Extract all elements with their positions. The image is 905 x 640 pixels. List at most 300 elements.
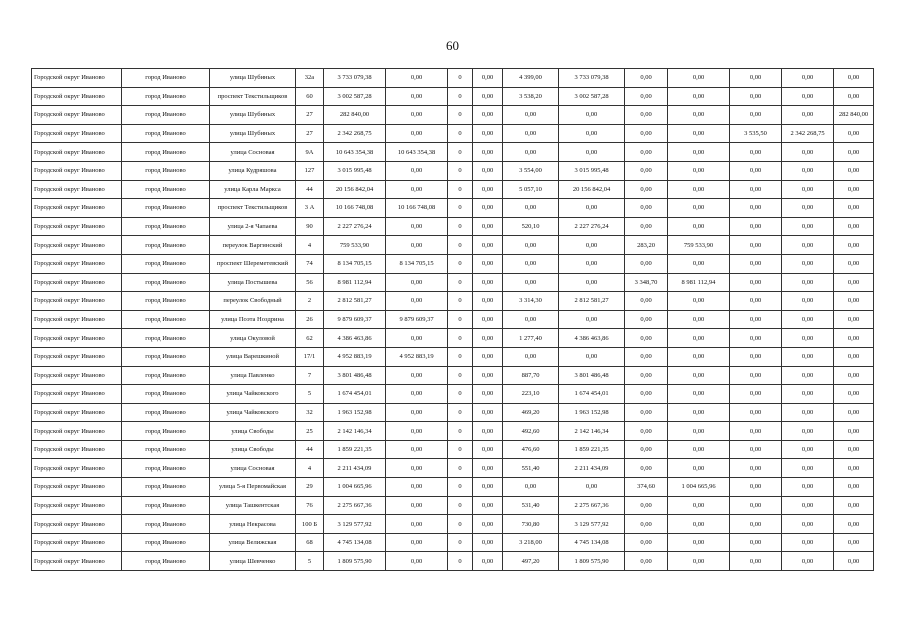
table-cell: город Иваново xyxy=(122,217,210,236)
table-cell: 0 xyxy=(448,273,473,292)
table-cell: 0,00 xyxy=(834,124,874,143)
table-cell: 0,00 xyxy=(782,199,834,218)
table-cell: улица Поэта Ноздрина xyxy=(210,310,296,329)
table-cell: город Иваново xyxy=(122,533,210,552)
table-cell: 0,00 xyxy=(730,459,782,478)
table-cell: 0,00 xyxy=(386,161,448,180)
table-cell: 0,00 xyxy=(473,459,503,478)
table-cell: 9 879 609,37 xyxy=(324,310,386,329)
table-cell: 0,00 xyxy=(730,329,782,348)
table-cell: 0 xyxy=(448,143,473,162)
table-cell: 0,00 xyxy=(834,459,874,478)
table-cell: 0,00 xyxy=(834,366,874,385)
table-cell: 3 538,20 xyxy=(503,87,559,106)
table-cell: 2 211 434,09 xyxy=(559,459,625,478)
table-cell: Городской округ Иваново xyxy=(32,292,122,311)
table-cell: улица Постышева xyxy=(210,273,296,292)
table-cell: 0,00 xyxy=(503,143,559,162)
table-cell: 0,00 xyxy=(782,422,834,441)
table-cell: 0,00 xyxy=(730,515,782,534)
table-cell: Городской округ Иваново xyxy=(32,329,122,348)
table-cell: 0,00 xyxy=(668,292,730,311)
table-cell: 0,00 xyxy=(503,478,559,497)
table-cell: 0,00 xyxy=(473,347,503,366)
table-cell: 0,00 xyxy=(386,478,448,497)
table-cell: 0,00 xyxy=(503,236,559,255)
table-cell: 0,00 xyxy=(730,106,782,125)
table-cell: 4 745 134,08 xyxy=(559,533,625,552)
table-row xyxy=(32,310,874,329)
table-cell: улица Шевченко xyxy=(210,552,296,571)
table-cell: 0,00 xyxy=(834,310,874,329)
table-cell: 0,00 xyxy=(625,180,668,199)
table-cell: переулок Свободный xyxy=(210,292,296,311)
table-cell: 1 963 152,98 xyxy=(324,403,386,422)
table-cell: 0,00 xyxy=(559,478,625,497)
table-cell: 0,00 xyxy=(834,347,874,366)
table-cell: 0,00 xyxy=(386,180,448,199)
table-cell: 0 xyxy=(448,478,473,497)
table-cell: 0,00 xyxy=(386,236,448,255)
table-cell: 0,00 xyxy=(668,69,730,88)
table-cell: 0 xyxy=(448,422,473,441)
table-cell: улица Свободы xyxy=(210,422,296,441)
table-cell: Городской округ Иваново xyxy=(32,87,122,106)
table-cell: 0,00 xyxy=(834,180,874,199)
table-cell: 0,00 xyxy=(668,329,730,348)
table-cell: 1 004 665,96 xyxy=(324,478,386,497)
table-row xyxy=(32,403,874,422)
table-cell: 76 xyxy=(296,496,324,515)
table-cell: 0,00 xyxy=(834,273,874,292)
table-cell: 0,00 xyxy=(730,385,782,404)
table-cell: 0,00 xyxy=(668,422,730,441)
table-cell: 0,00 xyxy=(559,310,625,329)
table-cell: 0 xyxy=(448,106,473,125)
table-cell: 0,00 xyxy=(668,459,730,478)
table-cell: 3 733 079,38 xyxy=(324,69,386,88)
table-cell: 0,00 xyxy=(386,533,448,552)
table-cell: 0,00 xyxy=(473,161,503,180)
table-cell: 0,00 xyxy=(473,422,503,441)
table-cell: город Иваново xyxy=(122,552,210,571)
table-cell: 0,00 xyxy=(386,273,448,292)
table-cell: 730,80 xyxy=(503,515,559,534)
table-cell: 44 xyxy=(296,440,324,459)
data-table xyxy=(31,68,874,571)
table-cell: улица Варешкиной xyxy=(210,347,296,366)
table-cell: 0,00 xyxy=(473,143,503,162)
table-cell: 2 227 276,24 xyxy=(324,217,386,236)
table-cell: город Иваново xyxy=(122,161,210,180)
table-cell: 0,00 xyxy=(668,106,730,125)
table-cell: 0,00 xyxy=(668,403,730,422)
table-cell: 0,00 xyxy=(559,106,625,125)
table-cell: Городской округ Иваново xyxy=(32,385,122,404)
table-cell: 0,00 xyxy=(625,552,668,571)
table-cell: 0,00 xyxy=(782,459,834,478)
table-cell: 0,00 xyxy=(782,69,834,88)
table-cell: 0,00 xyxy=(668,217,730,236)
table-cell: 0,00 xyxy=(625,329,668,348)
table-cell: 5 xyxy=(296,552,324,571)
table-cell: 0,00 xyxy=(625,87,668,106)
table-cell: 0,00 xyxy=(386,552,448,571)
table-cell: 223,10 xyxy=(503,385,559,404)
table-cell: улица Чайковского xyxy=(210,385,296,404)
table-cell: 0,00 xyxy=(473,69,503,88)
table-cell: 1 277,40 xyxy=(503,329,559,348)
table-cell: 374,60 xyxy=(625,478,668,497)
table-row xyxy=(32,478,874,497)
table-cell: 0,00 xyxy=(503,310,559,329)
table-cell: 0,00 xyxy=(625,69,668,88)
table-cell: 0,00 xyxy=(386,422,448,441)
table-cell: 0 xyxy=(448,217,473,236)
table-cell: 2 227 276,24 xyxy=(559,217,625,236)
table-cell: 0,00 xyxy=(782,347,834,366)
table-cell: 10 166 748,08 xyxy=(386,199,448,218)
table-cell: 0,00 xyxy=(473,366,503,385)
table-cell: Городской округ Иваново xyxy=(32,459,122,478)
table-cell: улица Шубиных xyxy=(210,106,296,125)
table-cell: 282 840,00 xyxy=(324,106,386,125)
table-cell: 0,00 xyxy=(730,440,782,459)
table-cell: 25 xyxy=(296,422,324,441)
table-cell: 0,00 xyxy=(473,87,503,106)
table-row xyxy=(32,329,874,348)
table-cell: проспект Текстильщиков xyxy=(210,87,296,106)
table-cell: 0 xyxy=(448,496,473,515)
table-cell: 1 674 454,01 xyxy=(324,385,386,404)
table-cell: 283,20 xyxy=(625,236,668,255)
table-cell: 0,00 xyxy=(625,347,668,366)
table-cell: 0,00 xyxy=(834,533,874,552)
table-cell: 3 015 995,48 xyxy=(559,161,625,180)
table-cell: 4 745 134,08 xyxy=(324,533,386,552)
table-cell: 0,00 xyxy=(386,403,448,422)
table-cell: 0 xyxy=(448,552,473,571)
table-cell: 0,00 xyxy=(473,496,503,515)
table-cell: 0,00 xyxy=(386,366,448,385)
table-cell: 0,00 xyxy=(730,496,782,515)
table-cell: 20 156 842,04 xyxy=(559,180,625,199)
table-cell: 0,00 xyxy=(625,459,668,478)
table-cell: улица 2-я Чапаева xyxy=(210,217,296,236)
table-cell: 0 xyxy=(448,403,473,422)
table-cell: улица Шубиных xyxy=(210,124,296,143)
table-cell: 0,00 xyxy=(834,403,874,422)
table-cell: 90 xyxy=(296,217,324,236)
table-row xyxy=(32,273,874,292)
table-cell: 0,00 xyxy=(730,273,782,292)
table-cell: 0,00 xyxy=(473,292,503,311)
table-cell: Городской округ Иваново xyxy=(32,217,122,236)
table-row xyxy=(32,496,874,515)
table-cell: 759 533,90 xyxy=(324,236,386,255)
table-cell: 0,00 xyxy=(473,273,503,292)
table-cell: город Иваново xyxy=(122,347,210,366)
table-row xyxy=(32,199,874,218)
table-cell: Городской округ Иваново xyxy=(32,273,122,292)
table-cell: улица Окуловой xyxy=(210,329,296,348)
table-cell: 0 xyxy=(448,515,473,534)
table-cell: 0,00 xyxy=(386,440,448,459)
table-cell: город Иваново xyxy=(122,366,210,385)
table-cell: 68 xyxy=(296,533,324,552)
table-cell: 127 xyxy=(296,161,324,180)
table-cell: город Иваново xyxy=(122,180,210,199)
table-cell: 0,00 xyxy=(625,254,668,273)
table-cell: 0 xyxy=(448,440,473,459)
table-cell: город Иваново xyxy=(122,87,210,106)
table-cell: 0 xyxy=(448,254,473,273)
table-cell: 0,00 xyxy=(782,161,834,180)
table-cell: 0,00 xyxy=(625,217,668,236)
table-cell: 0,00 xyxy=(834,217,874,236)
table-cell: 100 Б xyxy=(296,515,324,534)
table-cell: 0,00 xyxy=(834,236,874,255)
table-cell: улица Свободы xyxy=(210,440,296,459)
table-cell: 0,00 xyxy=(503,254,559,273)
table-cell: 0,00 xyxy=(782,180,834,199)
table-cell: 0,00 xyxy=(730,478,782,497)
table-cell: 0,00 xyxy=(503,106,559,125)
table-cell: Городской округ Иваново xyxy=(32,552,122,571)
table-cell: 0,00 xyxy=(668,552,730,571)
table-cell: 0,00 xyxy=(386,515,448,534)
table-cell: 0,00 xyxy=(473,440,503,459)
table-cell: 0,00 xyxy=(559,143,625,162)
table-cell: 0,00 xyxy=(730,552,782,571)
table-cell: город Иваново xyxy=(122,478,210,497)
table-cell: 282 840,00 xyxy=(834,106,874,125)
table-row xyxy=(32,254,874,273)
table-cell: Городской округ Иваново xyxy=(32,124,122,143)
table-cell: улица Сосновая xyxy=(210,459,296,478)
table-cell: 0,00 xyxy=(782,552,834,571)
table-cell: 0,00 xyxy=(730,292,782,311)
table-cell: 476,60 xyxy=(503,440,559,459)
table-cell: 0,00 xyxy=(386,385,448,404)
table-cell: 0,00 xyxy=(782,385,834,404)
table-row xyxy=(32,422,874,441)
table-row xyxy=(32,180,874,199)
table-cell: 44 xyxy=(296,180,324,199)
table-cell: 0,00 xyxy=(503,273,559,292)
table-cell: 20 156 842,04 xyxy=(324,180,386,199)
table-row xyxy=(32,87,874,106)
table-cell: город Иваново xyxy=(122,329,210,348)
table-cell: 0,00 xyxy=(730,161,782,180)
table-cell: 4 xyxy=(296,236,324,255)
table-cell: 0,00 xyxy=(834,292,874,311)
table-cell: 0,00 xyxy=(782,329,834,348)
table-row xyxy=(32,217,874,236)
table-cell: переулок Варгинский xyxy=(210,236,296,255)
table-cell: 0,00 xyxy=(668,515,730,534)
table-cell: 8 981 112,94 xyxy=(324,273,386,292)
table-cell: 0,00 xyxy=(503,199,559,218)
table-cell: 497,20 xyxy=(503,552,559,571)
table-cell: 0,00 xyxy=(834,254,874,273)
table-cell: 0,00 xyxy=(730,199,782,218)
table-cell: 0,00 xyxy=(730,254,782,273)
table-row xyxy=(32,292,874,311)
table-cell: 0,00 xyxy=(625,366,668,385)
table-cell: 0,00 xyxy=(473,533,503,552)
table-cell: 0,00 xyxy=(782,310,834,329)
table-cell: 0,00 xyxy=(668,161,730,180)
table-cell: 759 533,90 xyxy=(668,236,730,255)
table-row xyxy=(32,515,874,534)
table-cell: 0,00 xyxy=(559,124,625,143)
table-cell: 5 057,10 xyxy=(503,180,559,199)
table-cell: город Иваново xyxy=(122,496,210,515)
table-cell: 3 348,70 xyxy=(625,273,668,292)
table-cell: 0,00 xyxy=(473,180,503,199)
table-cell: Городской округ Иваново xyxy=(32,347,122,366)
table-cell: 0,00 xyxy=(834,143,874,162)
table-cell: 0,00 xyxy=(668,254,730,273)
table-cell: 0,00 xyxy=(782,236,834,255)
table-cell: 0,00 xyxy=(834,199,874,218)
table-cell: 1 674 454,01 xyxy=(559,385,625,404)
table-cell: 520,10 xyxy=(503,217,559,236)
table-cell: 0,00 xyxy=(834,422,874,441)
table-cell: 0,00 xyxy=(668,143,730,162)
table-cell: 62 xyxy=(296,329,324,348)
table-cell: Городской округ Иваново xyxy=(32,533,122,552)
table-cell: 0 xyxy=(448,366,473,385)
table-row xyxy=(32,366,874,385)
table-cell: 0 xyxy=(448,124,473,143)
table-cell: 0,00 xyxy=(730,87,782,106)
table-cell: 27 xyxy=(296,106,324,125)
table-cell: 0,00 xyxy=(625,310,668,329)
table-cell: Городской округ Иваново xyxy=(32,496,122,515)
table-row xyxy=(32,143,874,162)
table-cell: 0 xyxy=(448,180,473,199)
table-cell: 0,00 xyxy=(473,199,503,218)
table-cell: 0,00 xyxy=(668,496,730,515)
table-cell: 0,00 xyxy=(730,366,782,385)
table-cell: 8 134 705,15 xyxy=(324,254,386,273)
table-cell: 3 733 079,38 xyxy=(559,69,625,88)
table-row xyxy=(32,236,874,255)
table-cell: 0,00 xyxy=(782,366,834,385)
table-cell: улица Чайковского xyxy=(210,403,296,422)
table-body xyxy=(32,69,874,571)
table-cell: 3 801 486,48 xyxy=(559,366,625,385)
table-cell: Городской округ Иваново xyxy=(32,199,122,218)
table-cell: улица Сосновая xyxy=(210,143,296,162)
table-cell: 0,00 xyxy=(386,459,448,478)
table-cell: 2 142 146,34 xyxy=(324,422,386,441)
table-cell: 0,00 xyxy=(625,440,668,459)
table-cell: 0,00 xyxy=(782,440,834,459)
table-cell: 531,40 xyxy=(503,496,559,515)
table-cell: 0,00 xyxy=(625,124,668,143)
table-cell: город Иваново xyxy=(122,236,210,255)
table-row xyxy=(32,385,874,404)
table-cell: 3 002 587,28 xyxy=(324,87,386,106)
table-cell: 3 801 486,48 xyxy=(324,366,386,385)
table-cell: 0,00 xyxy=(834,385,874,404)
table-cell: улица Некрасова xyxy=(210,515,296,534)
table-cell: 0,00 xyxy=(473,515,503,534)
table-cell: 0,00 xyxy=(730,236,782,255)
table-cell: 0,00 xyxy=(782,106,834,125)
table-cell: 4 xyxy=(296,459,324,478)
table-cell: 0,00 xyxy=(668,347,730,366)
table-cell: 2 275 667,36 xyxy=(559,496,625,515)
table-cell: Городской округ Иваново xyxy=(32,161,122,180)
table-cell: 2 xyxy=(296,292,324,311)
table-cell: 0,00 xyxy=(834,440,874,459)
table-cell: 0,00 xyxy=(782,254,834,273)
table-cell: 0,00 xyxy=(782,87,834,106)
table-cell: 0,00 xyxy=(730,347,782,366)
table-cell: 2 342 268,75 xyxy=(324,124,386,143)
table-cell: 0,00 xyxy=(473,217,503,236)
table-cell: 7 xyxy=(296,366,324,385)
table-cell: 887,70 xyxy=(503,366,559,385)
table-cell: 0,00 xyxy=(625,106,668,125)
table-cell: 10 643 354,38 xyxy=(386,143,448,162)
table-cell: 5 xyxy=(296,385,324,404)
table-cell: 0,00 xyxy=(386,329,448,348)
table-cell: улица Шубиных xyxy=(210,69,296,88)
table-cell: город Иваново xyxy=(122,124,210,143)
table-cell: 0,00 xyxy=(782,515,834,534)
table-cell: 0,00 xyxy=(559,236,625,255)
table-row xyxy=(32,459,874,478)
table-cell: 17/1 xyxy=(296,347,324,366)
table-cell: 3 554,00 xyxy=(503,161,559,180)
table-cell: 0,00 xyxy=(386,292,448,311)
table-cell: Городской округ Иваново xyxy=(32,422,122,441)
table-cell: город Иваново xyxy=(122,106,210,125)
table-cell: 0,00 xyxy=(559,199,625,218)
table-cell: улица Карла Маркса xyxy=(210,180,296,199)
table-cell: 32а xyxy=(296,69,324,88)
table-cell: 0,00 xyxy=(668,180,730,199)
table-cell: 0 xyxy=(448,459,473,478)
table-cell: 0 xyxy=(448,292,473,311)
table-cell: город Иваново xyxy=(122,254,210,273)
table-cell: 0,00 xyxy=(473,552,503,571)
table-row xyxy=(32,347,874,366)
table-cell: 0,00 xyxy=(386,124,448,143)
table-cell: 32 xyxy=(296,403,324,422)
table-cell: 0,00 xyxy=(668,533,730,552)
table-cell: 492,60 xyxy=(503,422,559,441)
page-number: 60 xyxy=(446,38,459,53)
table-cell: город Иваново xyxy=(122,199,210,218)
table-cell: 2 142 146,34 xyxy=(559,422,625,441)
table-cell: 0,00 xyxy=(559,347,625,366)
table-cell: Городской округ Иваново xyxy=(32,478,122,497)
table-cell: 1 859 221,35 xyxy=(559,440,625,459)
table-cell: 0,00 xyxy=(473,124,503,143)
table-cell: 3 218,00 xyxy=(503,533,559,552)
table-cell: 74 xyxy=(296,254,324,273)
table-cell: улица Велижская xyxy=(210,533,296,552)
table-cell: 4 399,00 xyxy=(503,69,559,88)
table-cell: 0 xyxy=(448,199,473,218)
table-cell: 0,00 xyxy=(625,515,668,534)
